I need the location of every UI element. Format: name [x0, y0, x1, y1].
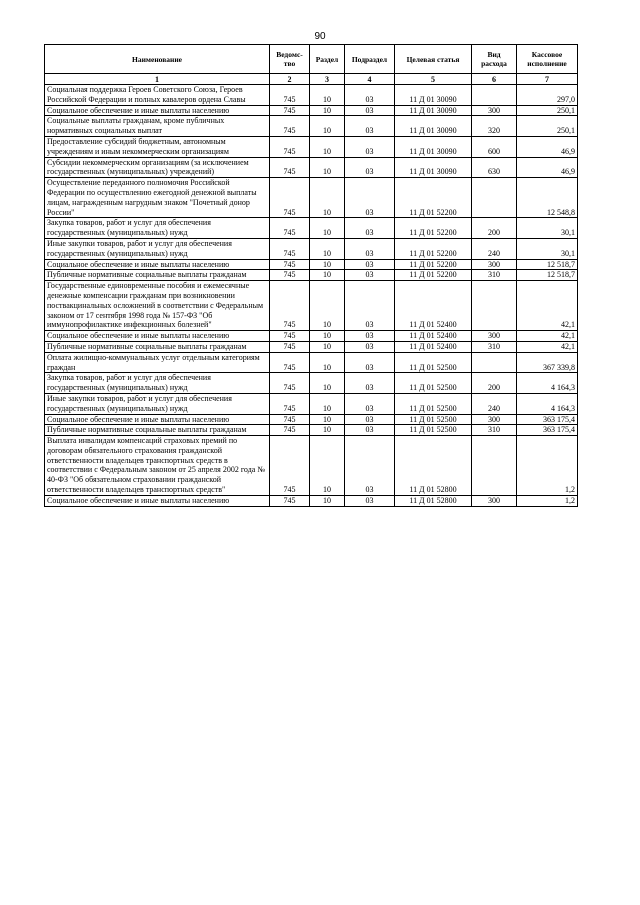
row-subsection: 03 [345, 331, 395, 342]
table-row [45, 414, 578, 425]
row-amount: 250,1 [517, 116, 578, 137]
row-department: 745 [270, 436, 310, 496]
row-expense-type: 240 [472, 238, 517, 259]
page-number: 90 [314, 31, 326, 42]
row-amount: 367 339,8 [517, 352, 578, 373]
row-department: 745 [270, 85, 310, 106]
row-department: 745 [270, 393, 310, 414]
row-department: 745 [270, 331, 310, 342]
row-section: 10 [310, 238, 345, 259]
row-amount: 12 518,7 [517, 270, 578, 281]
row-amount: 42,1 [517, 281, 578, 331]
row-amount: 1,2 [517, 495, 578, 506]
table-row [45, 425, 578, 436]
row-expense-type: 300 [472, 414, 517, 425]
table-row [45, 85, 578, 106]
row-section: 10 [310, 218, 345, 239]
row-target-article: 11 Д 01 52400 [395, 331, 472, 342]
row-section: 10 [310, 425, 345, 436]
header-expense-type: Вид расхода [472, 45, 517, 74]
row-department: 745 [270, 352, 310, 373]
table-row [45, 157, 578, 178]
row-name: Социальное обеспечение и иные выплаты населению [45, 495, 270, 506]
row-department: 745 [270, 116, 310, 137]
row-department: 745 [270, 270, 310, 281]
row-subsection: 03 [345, 495, 395, 506]
table-row [45, 178, 578, 218]
row-amount: 12 548,8 [517, 178, 578, 218]
row-section: 10 [310, 341, 345, 352]
row-subsection: 03 [345, 414, 395, 425]
row-target-article: 11 Д 01 52200 [395, 218, 472, 239]
row-section: 10 [310, 136, 345, 157]
row-name: Осуществление переданного полномочия Российской Федерации по осуществлению ежегодной денежной выплаты лицам, награжденным нагрудным знаком "Почетный донор России" [45, 178, 270, 218]
row-amount: 46,9 [517, 157, 578, 178]
row-target-article: 11 Д 01 30090 [395, 105, 472, 116]
row-department: 745 [270, 495, 310, 506]
row-target-article: 11 Д 01 52800 [395, 495, 472, 506]
table-row [45, 393, 578, 414]
row-name: Социальное обеспечение и иные выплаты населению [45, 105, 270, 116]
row-target-article: 11 Д 01 52400 [395, 341, 472, 352]
row-amount: 12 518,7 [517, 259, 578, 270]
column-number: 4 [345, 74, 395, 85]
row-expense-type: 300 [472, 495, 517, 506]
table-row [45, 495, 578, 506]
column-number-row [45, 74, 578, 85]
row-department: 745 [270, 373, 310, 394]
row-section: 10 [310, 178, 345, 218]
row-subsection: 03 [345, 85, 395, 106]
row-expense-type [472, 178, 517, 218]
column-number: 3 [310, 74, 345, 85]
row-target-article: 11 Д 01 52200 [395, 270, 472, 281]
row-name: Социальное обеспечение и иные выплаты населению [45, 331, 270, 342]
row-target-article: 11 Д 01 52200 [395, 178, 472, 218]
row-subsection: 03 [345, 281, 395, 331]
row-expense-type: 200 [472, 373, 517, 394]
row-target-article: 11 Д 01 52200 [395, 238, 472, 259]
row-target-article: 11 Д 01 52500 [395, 352, 472, 373]
row-expense-type [472, 352, 517, 373]
row-subsection: 03 [345, 178, 395, 218]
row-target-article: 11 Д 01 52400 [395, 281, 472, 331]
table-row [45, 270, 578, 281]
table-row [45, 116, 578, 137]
row-subsection: 03 [345, 436, 395, 496]
row-subsection: 03 [345, 425, 395, 436]
header-department: Ведомс-тво [270, 45, 310, 74]
column-number: 2 [270, 74, 310, 85]
row-target-article: 11 Д 01 30090 [395, 157, 472, 178]
table-row [45, 136, 578, 157]
row-target-article: 11 Д 01 52800 [395, 436, 472, 496]
row-amount: 42,1 [517, 331, 578, 342]
row-department: 745 [270, 425, 310, 436]
row-section: 10 [310, 331, 345, 342]
row-amount: 30,1 [517, 218, 578, 239]
row-section: 10 [310, 393, 345, 414]
row-name: Социальная поддержка Героев Советского Союза, Героев Российской Федерации и полных кавалеров ордена Славы [45, 85, 270, 106]
row-section: 10 [310, 352, 345, 373]
row-section: 10 [310, 105, 345, 116]
row-name: Социальное обеспечение и иные выплаты населению [45, 414, 270, 425]
row-section: 10 [310, 495, 345, 506]
row-name: Социальное обеспечение и иные выплаты населению [45, 259, 270, 270]
row-name: Субсидии некоммерческим организациям (за исключением государственных (муниципальных) учреждений) [45, 157, 270, 178]
column-number: 6 [472, 74, 517, 85]
header-target-article: Целевая статья [395, 45, 472, 74]
row-section: 10 [310, 436, 345, 496]
row-amount: 42,1 [517, 341, 578, 352]
row-amount: 4 164,3 [517, 373, 578, 394]
header-name: Наименование [45, 45, 270, 74]
row-subsection: 03 [345, 270, 395, 281]
row-department: 745 [270, 341, 310, 352]
row-target-article: 11 Д 01 52500 [395, 393, 472, 414]
row-department: 745 [270, 136, 310, 157]
row-section: 10 [310, 116, 345, 137]
column-number: 5 [395, 74, 472, 85]
row-department: 745 [270, 281, 310, 331]
table-row [45, 238, 578, 259]
column-number: 1 [45, 74, 270, 85]
row-name: Публичные нормативные социальные выплаты гражданам [45, 270, 270, 281]
row-expense-type: 300 [472, 105, 517, 116]
row-amount: 46,9 [517, 136, 578, 157]
row-subsection: 03 [345, 105, 395, 116]
row-expense-type [472, 436, 517, 496]
row-name: Публичные нормативные социальные выплаты гражданам [45, 425, 270, 436]
table-row [45, 436, 578, 496]
row-expense-type [472, 281, 517, 331]
table-row [45, 331, 578, 342]
row-expense-type: 300 [472, 331, 517, 342]
table-row [45, 373, 578, 394]
row-subsection: 03 [345, 136, 395, 157]
row-amount: 297,0 [517, 85, 578, 106]
row-amount: 30,1 [517, 238, 578, 259]
row-expense-type: 600 [472, 136, 517, 157]
row-subsection: 03 [345, 116, 395, 137]
row-expense-type: 310 [472, 270, 517, 281]
row-expense-type [472, 85, 517, 106]
row-amount: 363 175,4 [517, 425, 578, 436]
row-name: Закупка товаров, работ и услуг для обеспечения государственных (муниципальных) нужд [45, 373, 270, 394]
row-section: 10 [310, 414, 345, 425]
row-name: Выплата инвалидам компенсаций страховых премий по договорам обязательного страхования гражданской ответственности владельцев транспортных средств в соответствии с Федеральным законом от 25 апреля 2002 года № 40-ФЗ "Об обязательном страховании гражданской ответственности владельцев транспортных средств" [45, 436, 270, 496]
row-subsection: 03 [345, 259, 395, 270]
column-number: 7 [517, 74, 578, 85]
row-subsection: 03 [345, 352, 395, 373]
row-name: Иные закупки товаров, работ и услуг для обеспечения государственных (муниципальных) нужд [45, 393, 270, 414]
row-department: 745 [270, 259, 310, 270]
row-department: 745 [270, 178, 310, 218]
row-name: Государственные единовременные пособия и ежемесячные денежные компенсации гражданам при возникновении поствакцинальных осложнений в соответствии с Федеральным законом от 17 сентября 1998 года № 157-ФЗ "Об иммунопрофилактике инфекционных болезней" [45, 281, 270, 331]
row-target-article: 11 Д 01 30090 [395, 116, 472, 137]
table-header-row [45, 45, 578, 74]
table-row [45, 352, 578, 373]
row-amount: 4 164,3 [517, 393, 578, 414]
row-name: Предоставление субсидий бюджетным, автономным учреждениям и иным некоммерческим организациям [45, 136, 270, 157]
row-amount: 1,2 [517, 436, 578, 496]
row-subsection: 03 [345, 238, 395, 259]
table-row [45, 105, 578, 116]
header-subsection: Подраздел [345, 45, 395, 74]
row-section: 10 [310, 373, 345, 394]
row-section: 10 [310, 281, 345, 331]
row-expense-type: 630 [472, 157, 517, 178]
table-row [45, 341, 578, 352]
row-name: Закупка товаров, работ и услуг для обеспечения государственных (муниципальных) нужд [45, 218, 270, 239]
row-subsection: 03 [345, 157, 395, 178]
row-name: Публичные нормативные социальные выплаты гражданам [45, 341, 270, 352]
row-subsection: 03 [345, 393, 395, 414]
row-target-article: 11 Д 01 52500 [395, 373, 472, 394]
row-target-article: 11 Д 01 30090 [395, 136, 472, 157]
row-subsection: 03 [345, 373, 395, 394]
row-expense-type: 310 [472, 341, 517, 352]
row-subsection: 03 [345, 341, 395, 352]
row-expense-type: 320 [472, 116, 517, 137]
row-section: 10 [310, 157, 345, 178]
row-subsection: 03 [345, 218, 395, 239]
table-row [45, 281, 578, 331]
row-expense-type: 200 [472, 218, 517, 239]
row-expense-type: 310 [472, 425, 517, 436]
header-cash-execution: Кассовое исполнение [517, 45, 578, 74]
row-name: Иные закупки товаров, работ и услуг для обеспечения государственных (муниципальных) нужд [45, 238, 270, 259]
row-department: 745 [270, 414, 310, 425]
row-expense-type: 240 [472, 393, 517, 414]
row-expense-type: 300 [472, 259, 517, 270]
row-amount: 363 175,4 [517, 414, 578, 425]
row-target-article: 11 Д 01 52500 [395, 425, 472, 436]
header-section: Раздел [310, 45, 345, 74]
row-department: 745 [270, 105, 310, 116]
row-section: 10 [310, 270, 345, 281]
table-row [45, 259, 578, 270]
row-target-article: 11 Д 01 52200 [395, 259, 472, 270]
row-department: 745 [270, 238, 310, 259]
table-row [45, 218, 578, 239]
row-target-article: 11 Д 01 30090 [395, 85, 472, 106]
row-section: 10 [310, 259, 345, 270]
row-name: Оплата жилищно-коммунальных услуг отдельным категориям граждан [45, 352, 270, 373]
budget-execution-table [44, 44, 578, 507]
row-name: Социальные выплаты гражданам, кроме публичных нормативных социальных выплат [45, 116, 270, 137]
row-department: 745 [270, 218, 310, 239]
row-target-article: 11 Д 01 52500 [395, 414, 472, 425]
row-department: 745 [270, 157, 310, 178]
row-amount: 250,1 [517, 105, 578, 116]
row-section: 10 [310, 85, 345, 106]
